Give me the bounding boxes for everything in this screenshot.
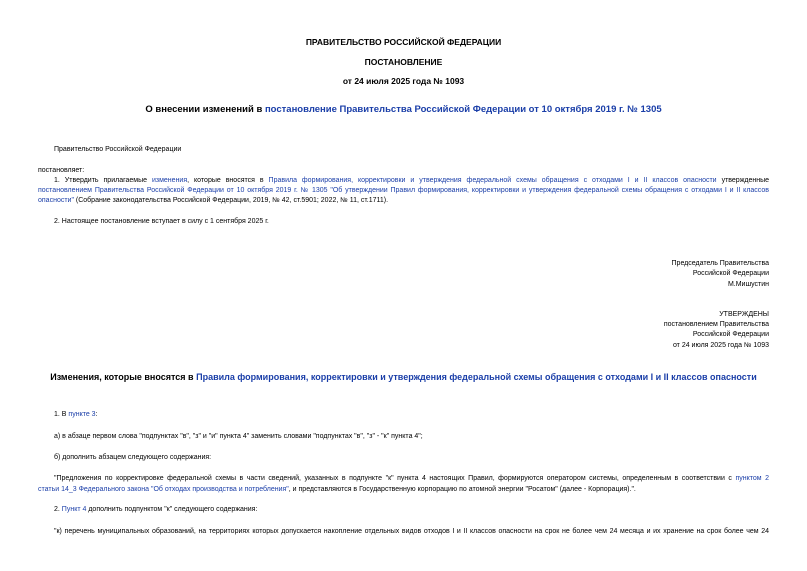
item-1-link[interactable]: пункте 3 — [68, 411, 96, 418]
title-prefix: О внесении изменений в — [145, 104, 263, 115]
signature-org: Российской Федерации — [692, 270, 769, 277]
approved-line-2: постановлением Правительства — [663, 321, 769, 328]
government-line: Правительство Российской Федерации — [54, 146, 182, 153]
item-2-link[interactable]: Пункт 4 — [61, 506, 87, 513]
item-2-k: "к) перечень муниципальных образований, на территориях которых допускается накопление отдельных видов отходов I и II классов опасности на срок не более чем 24 месяца и их хранение на срок более чем 24 — [54, 528, 769, 535]
resolves-line: постановляет: — [38, 167, 85, 174]
changes-heading-link[interactable]: Правила формирования, корректировки и утверждения федеральной схемы обращения с отходами I и II классов опасности — [196, 372, 757, 382]
quote-line-2: статьи 14_3 Федерального закона "Об отходах производства и потребления", и представляются в Государственную корпорацию по атомной энергии "Росатом" (далее - Корпорация).". — [38, 486, 636, 493]
paragraph-2: 2. Настоящее постановление вступает в силу с 1 сентября 2025 г. — [54, 218, 269, 225]
item-2: 2. Пункт 4 дополнить подпунктом "к" следующего содержания: — [54, 506, 258, 513]
item-1-b: б) дополнить абзацем следующего содержания: — [54, 454, 212, 461]
rules-link[interactable]: Правила формирования, корректировки и утверждения федеральной схемы обращения с отходами I и II классов опасности — [268, 177, 717, 184]
changes-heading — [0, 372, 807, 382]
item-1: 1. В пункте 3: — [54, 411, 98, 418]
header-date: от 24 июля 2025 года № 1093 — [342, 76, 465, 86]
changes-heading-prefix: Изменения, которые вносятся в — [50, 372, 194, 382]
signature-name: М.Мишустин — [727, 281, 769, 288]
paragraph-1-line-2 — [38, 186, 769, 196]
approved-title: УТВЕРЖДЕНЫ — [719, 311, 769, 318]
header-government: ПРАВИТЕЛЬСТВО РОССИЙСКОЙ ФЕДЕРАЦИИ — [305, 37, 502, 47]
paragraph-1-line-3: опасности" (Собрание законодательства Российской Федерации, 2019, № 42, ст.5901; 2022, № 11, ст.1711). — [38, 197, 389, 204]
item-1-a: а) в абзаце первом слова "подпунктах "в", "з" и "и" пункта 4" заменить словами "подпунктах "в", "з" - "к" пункта 4"; — [54, 433, 423, 440]
approved-line-4: от 24 июля 2025 года № 1093 — [672, 342, 769, 349]
quote-link-2[interactable]: статьи 14_3 Федерального закона "Об отходах производства и потребления" — [38, 486, 289, 493]
changes-link[interactable]: изменения — [151, 177, 188, 184]
title-link[interactable]: постановление Правительства Российской Федерации от 10 октября 2019 г. № 1305 — [264, 104, 662, 115]
approved-line-3: Российской Федерации — [692, 331, 769, 338]
resolution-link-end[interactable]: опасности" — [38, 197, 74, 204]
document-title — [0, 104, 807, 115]
header-doc-type: ПОСТАНОВЛЕНИЕ — [364, 57, 443, 67]
quote-link-1[interactable]: пунктом 2 — [735, 475, 769, 482]
quote-line-1: "Предложения по корректировке федеральной схемы в части сведений, указанных в подпункте "к" пункта 4 настоящих Правил, формируются оператором системы, определенным в соответствии с пунктом 2 — [54, 475, 769, 482]
paragraph-1-line-1: 1. Утвердить прилагаемые изменения, которые вносятся в Правила формирования, корректировки и утверждения федеральной схемы обращения с отходами I и II классов опасности утвержденные — [54, 177, 770, 184]
signature-title: Председатель Правительства — [671, 260, 769, 267]
resolution-link[interactable]: постановлением Правительства Российской Федерации от 10 октября 2019 г. № 1305 "Об утверждении Правил формирования, корректировки и утверждения федеральной схемы обращения с отходами I и II классов — [38, 187, 769, 194]
